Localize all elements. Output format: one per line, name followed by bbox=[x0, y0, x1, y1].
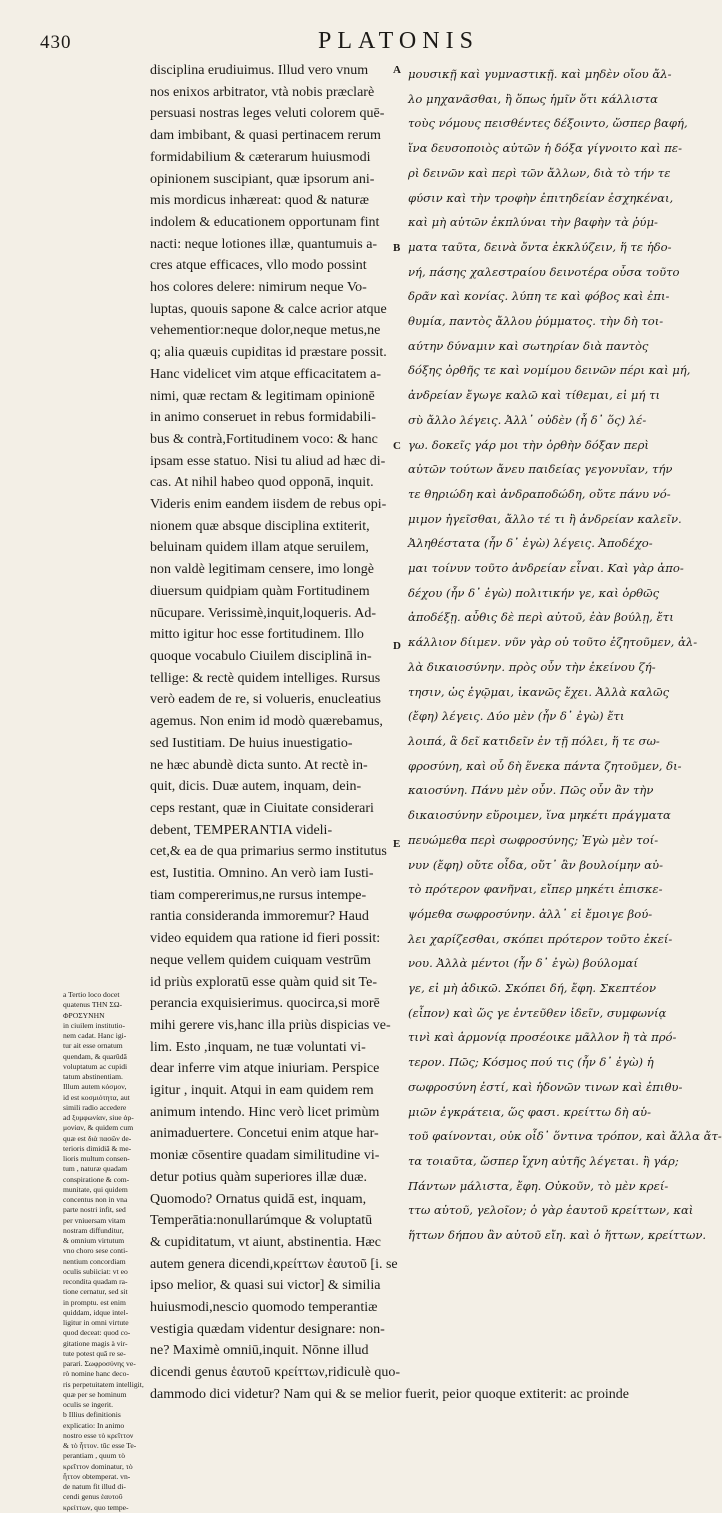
greek-text-line: πευώμεθα περὶ σωφροσύνης; Ἐγὼ μὲν τοί- bbox=[408, 832, 659, 847]
latin-text-line: bus & contrà,Fortitudinem voco: & hanc bbox=[150, 431, 378, 447]
latin-text-line: dammodo dici videtur? Nam qui & se melior fuerit, peior quoque extiterit: ac proinde bbox=[150, 1386, 629, 1402]
marginal-note-line: conspiratione & com- bbox=[63, 1174, 130, 1184]
marginal-note-line: simili radio accedere bbox=[63, 1102, 127, 1112]
section-letter-d: D bbox=[393, 640, 401, 652]
latin-text-line: sed Iustitiam. De huius inuestigatio- bbox=[150, 735, 353, 751]
latin-text-line: ne? Maximè omniū,inquit. Nōnne illud bbox=[150, 1343, 369, 1359]
marginal-note-line: nostram diffunditur, bbox=[63, 1225, 124, 1235]
latin-text-line: cres atque efficaces, vllo modo possint bbox=[150, 258, 367, 274]
greek-text-line: Ἀληθέστατα (ἦν δ᾽ ἐγὼ) λέγεις. Ἀποδέχο- bbox=[408, 536, 653, 551]
latin-text-line: opinionem suscipiant, quæ ipsorum ani- bbox=[150, 171, 375, 187]
greek-text-line: τερον. Πῶς; Κόσμος πού τις (ἦν δ᾽ ἐγὼ) ἡ bbox=[408, 1055, 654, 1070]
marginal-note-line: κρεῖττον dominatur, τὸ bbox=[63, 1461, 133, 1471]
marginal-note-line: explicatio: In animo bbox=[63, 1420, 125, 1430]
greek-text-line: Πάντων μάλιστα, ἔφη. Οὐκοῦν, τὸ μὲν κρεί- bbox=[408, 1178, 669, 1193]
latin-text-line: ipso melior, & quasi sui victor] & similia bbox=[150, 1278, 381, 1294]
latin-text-line: moniæ cōsentire quadam similitudine vi- bbox=[150, 1148, 380, 1164]
greek-text-line: δρᾶν καὶ κονίας. λύπη τε καὶ φόβος καὶ ἐπι- bbox=[408, 289, 670, 304]
greek-text-line: ψόμεθα σωφροσύνην. ἀλλ᾽ εἰ ἔμοιγε βού- bbox=[408, 906, 653, 921]
greek-text-line: ἀνδρείαν ἔγωγε καλῶ καὶ τίθεμαι, εἰ μή τι bbox=[408, 388, 661, 403]
latin-text-line: quit, dicis. Duæ autem, inquam, dein- bbox=[150, 779, 362, 795]
marginal-note-line: munitate, qui quidem bbox=[63, 1184, 128, 1194]
latin-text-line: agemus. Non enim id modò quærebamus, bbox=[150, 714, 383, 730]
latin-text-line: animaduertere. Concetui enim atque har- bbox=[150, 1126, 379, 1142]
marginal-note-line: concentus non in vna bbox=[63, 1195, 128, 1204]
latin-text-line: dear inferre vim atque iniuriam. Perspice bbox=[150, 1061, 380, 1077]
marginal-note-line: κρείττων, quo tempe- bbox=[63, 1502, 129, 1512]
greek-text-line: λὰ δικαιοσύνην. πρὸς οὖν τὴν ἐκείνου ζή- bbox=[408, 659, 656, 674]
greek-text-line: ρὶ δεινῶν καὶ περὶ τῶν ἄλλων, διὰ τὸ τήν τε bbox=[408, 165, 671, 180]
latin-text-line: lim. Esto ,inquam, ne tuæ voluntati vi- bbox=[150, 1039, 366, 1055]
greek-text-line: αὐτῶν τούτων ἄνευ παιδείας γεγονυῖαν, τήν bbox=[408, 462, 673, 477]
latin-text-line: mihi gerere vis,hanc illa priùs dispicias ve- bbox=[150, 1017, 391, 1033]
greek-text-line: μαι τοίνυν τοῦτο ἀνδρείαν εἶναι. Καὶ γὰρ ἀπο- bbox=[408, 561, 684, 576]
greek-text-line: νου. Ἀλλὰ μέντοι (ἦν δ᾽ ἐγὼ) βούλομαί bbox=[408, 956, 638, 971]
marginal-note-line: tione cernatur, sed sit bbox=[63, 1287, 128, 1297]
marginal-note-line: vno choro sese conti- bbox=[63, 1246, 128, 1256]
latin-text-line: persuasi nostras leges veluti colorem quē- bbox=[150, 106, 385, 122]
greek-text-line: σὺ ἄλλο λέγεις. Ἀλλ᾽ οὐδὲν (ἦ δ᾽ ὅς) λέ- bbox=[408, 412, 647, 427]
section-letter-c: C bbox=[393, 440, 401, 452]
greek-text-line: γε, εἰ μὴ ἀδικῶ. Σκόπει δή, ἔφη. Σκεπτέον bbox=[408, 981, 657, 996]
greek-text-line: καὶ μὴ αὐτῶν ἐκπλύναι τὴν βαφὴν τὰ ῥύμ- bbox=[408, 215, 658, 230]
latin-text-line: vehementior:neque dolor,neque metus,ne bbox=[150, 323, 381, 339]
greek-text-line: φροσύνη, καὶ οὗ δὴ ἕνεκα πάντα ζητοῦμεν, δι- bbox=[408, 758, 682, 773]
greek-text-line: τοὺς νόμους πεισθέντες δέξοιντο, ὥσπερ βαφή, bbox=[408, 116, 688, 131]
marginal-note-line: tute potest quā re se- bbox=[63, 1348, 126, 1358]
latin-text-line: diuersum quidpiam quàm Fortitudinem bbox=[150, 583, 370, 599]
marginal-note-line: ligitur in omni virtute bbox=[63, 1318, 129, 1327]
latin-text-line: nacti: neque lotiones illæ, quantumuis a- bbox=[150, 236, 378, 252]
section-letter-b: B bbox=[393, 242, 401, 254]
greek-text-line: τα τοιαῦτα, ὥσπερ ἴχνη αὐτῆς λέγεται. ἢ γάρ; bbox=[408, 1153, 679, 1168]
greek-text-line: γω. δοκεῖς γάρ μοι τὴν ὀρθὴν δόξαν περὶ bbox=[408, 437, 649, 452]
marginal-note-line: voluptatum ac cupidi bbox=[63, 1061, 128, 1071]
marginal-note-line: ΦΡΟΣΥΝΗΝ bbox=[63, 1010, 105, 1020]
marginal-note-line: quod deceat: quod co- bbox=[63, 1328, 131, 1338]
marginal-note-line: ris perpetuitatem intelligit, bbox=[63, 1379, 144, 1389]
latin-text-line: rantia consideranda immoremur? Haud bbox=[150, 909, 369, 925]
greek-text-line: ττω αὑτοῦ, γελοῖον; ὁ γὰρ ἑαυτοῦ κρείττων, καὶ bbox=[408, 1203, 694, 1218]
greek-text-line: ἵνα δευσοποιὸς αὐτῶν ἡ δόξα γίγνοιτο καὶ πε- bbox=[408, 141, 683, 156]
marginal-note-line: nentium concordiam bbox=[63, 1256, 126, 1266]
latin-text-line: nūcupare. Verissimè,inquit,loqueris. Ad- bbox=[150, 605, 377, 621]
latin-text-line: nos enixos arbitrator, vtà nobis præclarè bbox=[150, 84, 375, 100]
greek-text-line: τοῦ φαίνονται, οὐκ οἶδ᾽ ὅντινα τρόπον, καὶ ἄλλα ἄτ- bbox=[408, 1129, 722, 1144]
marginal-note-line: id est κοσμιότητα, aut bbox=[63, 1092, 130, 1102]
greek-text-line: δικαιοσύνην εὕροιμεν, ἵνα μηκέτι πράγματα bbox=[408, 808, 671, 823]
latin-text-line: ne hæc abundè dicta sunto. At rectè in- bbox=[150, 757, 368, 773]
latin-text-line: indolem & educationem opportunam fint bbox=[150, 214, 380, 230]
marginal-note-line: quatenus ΤΗΝ ΣΩ- bbox=[63, 1000, 122, 1010]
greek-text-line: καιοσύνη. Πάνυ μὲν οὖν. Πῶς οὖν ἂν τὴν bbox=[408, 783, 654, 798]
latin-text-line: dicendi genus ἑαυτοῦ κρείττων,ridiculè quo- bbox=[150, 1365, 400, 1381]
latin-text-line: beluinam quidem illam atque seruilem, bbox=[150, 540, 369, 556]
latin-text-line: vestigia quædam videntur designare: non- bbox=[150, 1321, 385, 1337]
greek-text-line: τινὶ καὶ ἁρμονίᾳ προσέοικε μᾶλλον ἢ τὰ πρό- bbox=[408, 1030, 677, 1045]
greek-text-line: (ἔφη) λέγεις. Δύο μὲν (ἦν δ᾽ ἐγὼ) ἔτι bbox=[408, 709, 625, 724]
latin-text-line: non valdè legitimam censere, imo longè bbox=[150, 562, 374, 578]
greek-text-line: λοιπά, ἃ δεῖ κατιδεῖν ἐν τῇ πόλει, ἥ τε σω- bbox=[408, 733, 660, 748]
latin-text-line: tellige: & rectè quidem intelliges. Rursus bbox=[150, 670, 381, 686]
latin-text-line: Videris enim eandem iisdem de rebus opi- bbox=[150, 497, 387, 513]
latin-text-line: detur potius quàm superiores illæ duæ. bbox=[150, 1169, 367, 1185]
latin-text-line: q; alia quæuis cupiditas id præstare possit. bbox=[150, 345, 387, 361]
greek-text-line: ματα ταῦτα, δεινὰ ὄντα ἐκκλύζειν, ἥ τε ἡδο- bbox=[408, 239, 672, 254]
marginal-note-line: parte nostri infit, sed bbox=[63, 1205, 126, 1215]
greek-text-line: νή, πάσης χαλεστραίου δεινοτέρα οὖσα τοῦτο bbox=[408, 264, 680, 279]
marginal-note-line: tum , naturæ quadam bbox=[63, 1164, 128, 1174]
marginal-note bbox=[63, 990, 147, 1513]
latin-text-line: perancia exquisierimus. quocirca,si morē bbox=[150, 996, 380, 1012]
marginal-note-line: & omnium virtutum bbox=[63, 1236, 125, 1245]
greek-text-line: τὸ πρότερον φανῆναι, εἴπερ μηκέτι ἐπισκε- bbox=[408, 882, 663, 897]
marginal-note-line: in promptu. est enim bbox=[63, 1297, 126, 1307]
greek-column bbox=[408, 62, 722, 1248]
marginal-note-line: gitatione magis à vir- bbox=[63, 1338, 128, 1348]
latin-text-line: mis mordicus inhæreat: quod & naturæ bbox=[150, 193, 369, 209]
latin-text-line: nimi, quæ rectam & legitimam opinionē bbox=[150, 388, 375, 404]
marginal-note-line: cendi genus ἑαυτοῦ bbox=[63, 1492, 123, 1502]
greek-text-line: τε θηριώδη καὶ ἀνδραποδώδη, οὔτε πάνυ νό- bbox=[408, 486, 671, 501]
marginal-note-line: oculis se ingerit. bbox=[63, 1400, 113, 1409]
greek-text-line: φύσιν καὶ τὴν τροφὴν ἐπιτηδείαν ἐσχηκέναι, bbox=[408, 190, 674, 205]
marginal-note-line: tatum abstinentiam. bbox=[63, 1072, 123, 1081]
latin-text-line: dam imbibant, & quasi pertinacem rerum bbox=[150, 128, 381, 144]
marginal-note-line: parari. Σωφροσύνης ve- bbox=[63, 1359, 136, 1368]
latin-text-line: hos colores delere: nimirum neque Vo- bbox=[150, 280, 367, 296]
latin-text-line: formidabilium & cæterarum huiusmodi bbox=[150, 149, 371, 165]
greek-text-line: λει χαρίζεσθαι, σκόπει πρότερον τοῦτο ἐκεί- bbox=[408, 931, 673, 946]
greek-text-line: ἥττων δήπου ἂν αὑτοῦ εἴη. καὶ ὁ ἥττων, κρείττων. bbox=[408, 1228, 707, 1243]
marginal-note-line: ἧττον obtemperat. vn- bbox=[63, 1471, 131, 1481]
marginal-note-line: perantiam , quum τὸ bbox=[63, 1451, 126, 1461]
marginal-note-line: quæ est διὰ πασῶν de- bbox=[63, 1133, 132, 1143]
running-head: PLATONIS bbox=[318, 28, 479, 54]
latin-text-line: nionem quæ absque disciplina extiterit, bbox=[150, 518, 370, 534]
latin-text-line: Quomodo? Ornatus quidā est, inquam, bbox=[150, 1191, 367, 1207]
greek-text-line: κάλλιον δίιμεν. νῦν γὰρ οὐ τοῦτο ἐζητοῦμεν, ἀλ- bbox=[408, 635, 698, 650]
greek-text-line: μουσικῇ καὶ γυμναστικῇ. καὶ μηδὲν οἴου ἄλ- bbox=[408, 67, 672, 81]
marginal-note-line: nostro esse τὸ κρεῖττον bbox=[63, 1430, 134, 1440]
latin-text-line: & cupiditatum, vt aiunt, abstinentia. Hæc bbox=[150, 1234, 381, 1250]
marginal-note-line: b Illius definitionis bbox=[63, 1410, 121, 1420]
latin-text-line: mitto igitur hoc esse fortitudinem. Illo bbox=[150, 627, 364, 643]
latin-text-line: animum intendo. Hinc verò licet primùm bbox=[150, 1104, 380, 1120]
latin-text-line: verò eadem de re, si volueris, enucleatius bbox=[150, 692, 381, 708]
marginal-note-line: recondita quadam ra- bbox=[63, 1277, 128, 1286]
latin-text-line: quoque vocabulo Ciuilem disciplinā in- bbox=[150, 648, 372, 664]
latin-text-line: debent, TEMPERANTIA videli- bbox=[150, 822, 333, 838]
marginal-note-line: quæ per se hominum bbox=[63, 1389, 127, 1399]
marginal-note-line: a Tertio loco docet bbox=[63, 990, 120, 999]
greek-text-line: αύτην δύναμιν καὶ σωτηρίαν διὰ παντὸς bbox=[408, 338, 649, 353]
marginal-note-line: μονίαν, & quidem cum bbox=[63, 1123, 134, 1133]
latin-text-line: autem genera dicendi,κρείττων ἑαυτοῦ [i. se bbox=[150, 1256, 398, 1272]
marginal-note-line: lioris multum consen- bbox=[63, 1154, 130, 1163]
greek-text-line: (εἶπον) καὶ ὥς γε ἐντεῦθεν ἰδεῖν, συμφωνίᾳ bbox=[408, 1005, 667, 1020]
latin-text-line: luptas, quouis sapone & calce acrior atque bbox=[150, 301, 387, 317]
marginal-note-line: de natum fit illud di- bbox=[63, 1482, 126, 1491]
latin-text-line: est, Iustitia. Omnino. An verò iam Iusti- bbox=[150, 866, 374, 882]
latin-text-line: in animo conseruet in rebus formidabili- bbox=[150, 410, 376, 426]
section-letter-e: E bbox=[393, 838, 401, 850]
greek-text-line: μιῶν ἐγκράτεια, ὥς φασι. κρείττω δὴ αὑ- bbox=[408, 1104, 652, 1119]
latin-text-line: disciplina erudiuimus. Illud vero vnum bbox=[150, 63, 369, 78]
greek-text-line: νυν (ἔφη) οὔτε οἶδα, οὔτ᾽ ἂν βουλοίμην αὐ- bbox=[408, 857, 664, 872]
marginal-note-line: & τὸ ἧττον. tūc esse Te- bbox=[63, 1441, 137, 1450]
page-number: 430 bbox=[40, 32, 72, 53]
latin-text-line: ipsam esse statuo. Nisi tu aliud ad hæc di- bbox=[150, 453, 386, 469]
latin-text-line: cas. At nihil habeo quod opponā, inquit. bbox=[150, 475, 374, 491]
marginal-note-line: in ciuilem institutio- bbox=[63, 1020, 126, 1030]
marginal-note-line: nem cadat. Hanc igi- bbox=[63, 1031, 127, 1040]
marginal-note-line: oculis subiiciat: vt eo bbox=[63, 1266, 128, 1276]
latin-text-line: cet,& ea de qua primarius sermo institutus bbox=[150, 844, 387, 860]
marginal-note-line: ad ξυμφωνίαν, siue ἁρ- bbox=[63, 1113, 134, 1122]
latin-text-line: huiusmodi,nescio quomodo temperantiæ bbox=[150, 1300, 378, 1316]
marginal-note-line: Illum autem κόσμον, bbox=[63, 1082, 127, 1092]
marginal-note-line: quiddam, idque intel- bbox=[63, 1307, 129, 1317]
marginal-note-line: rò nomine hanc deco- bbox=[63, 1369, 129, 1379]
marginal-note-line: quendam, & quarūdā bbox=[63, 1051, 127, 1061]
marginal-note-line: per vniuersam vitam bbox=[63, 1215, 126, 1225]
latin-text-line: ceps restant, quæ in Ciuitate considerari bbox=[150, 800, 374, 816]
greek-text-line: τησιν, ὡς ἐγῷμαι, ἱκανῶς ἔχει. Ἀλλὰ καλῶς bbox=[408, 684, 670, 699]
latin-text-line: video equidem qua ratione id fieri possit: bbox=[150, 931, 381, 947]
latin-text-line: Hanc videlicet vim atque efficacitatem a- bbox=[150, 366, 382, 382]
greek-text-line: θυμία, παντὸς ἄλλου ῥύμματος. τὴν δὴ τοι- bbox=[408, 314, 664, 329]
greek-text-line: μιμον ἡγεῖσθαι, ἄλλο τέ τι ἢ ἀνδρείαν καλεῖν. bbox=[408, 511, 682, 526]
latin-text-line: neque vellem quidem cuiquam vestrūm bbox=[150, 952, 371, 968]
latin-text-line: Temperātia:nonullarúmque & voluptatū bbox=[150, 1213, 373, 1229]
section-letter-a: A bbox=[393, 64, 401, 76]
greek-text-line: ἀποδέξῃ. αὖθις δὲ περὶ αὐτοῦ, ἐὰν βούλῃ, ἔτι bbox=[408, 610, 674, 625]
latin-text-line: igitur , inquit. Atqui in eam quidem rem bbox=[150, 1083, 374, 1099]
marginal-note-line: tur ait esse ornatum bbox=[63, 1041, 123, 1051]
greek-text-line: δέχου (ἦν δ᾽ ἐγὼ) πολιτικήν γε, καὶ ὀρθῶς bbox=[408, 585, 660, 600]
greek-text-line: δόξης ὀρθῆς τε καὶ νομίμου δεινῶν πέρι καὶ μή, bbox=[408, 363, 691, 378]
greek-text-line: λο μηχανᾶσθαι, ἢ ὅπως ἡμῖν ὅτι κάλλιστα bbox=[408, 91, 658, 106]
latin-text-line: tiam compererimus,ne rursus intempe- bbox=[150, 887, 367, 903]
marginal-note-line: terioris dimidiā & me- bbox=[63, 1143, 132, 1153]
greek-text-line: σωφροσύνη ἐστί, καὶ ἡδονῶν τινων καὶ ἐπιθυ- bbox=[408, 1079, 683, 1094]
latin-text-line: id priùs exploratū esse quàm quid sit Te- bbox=[150, 974, 378, 990]
